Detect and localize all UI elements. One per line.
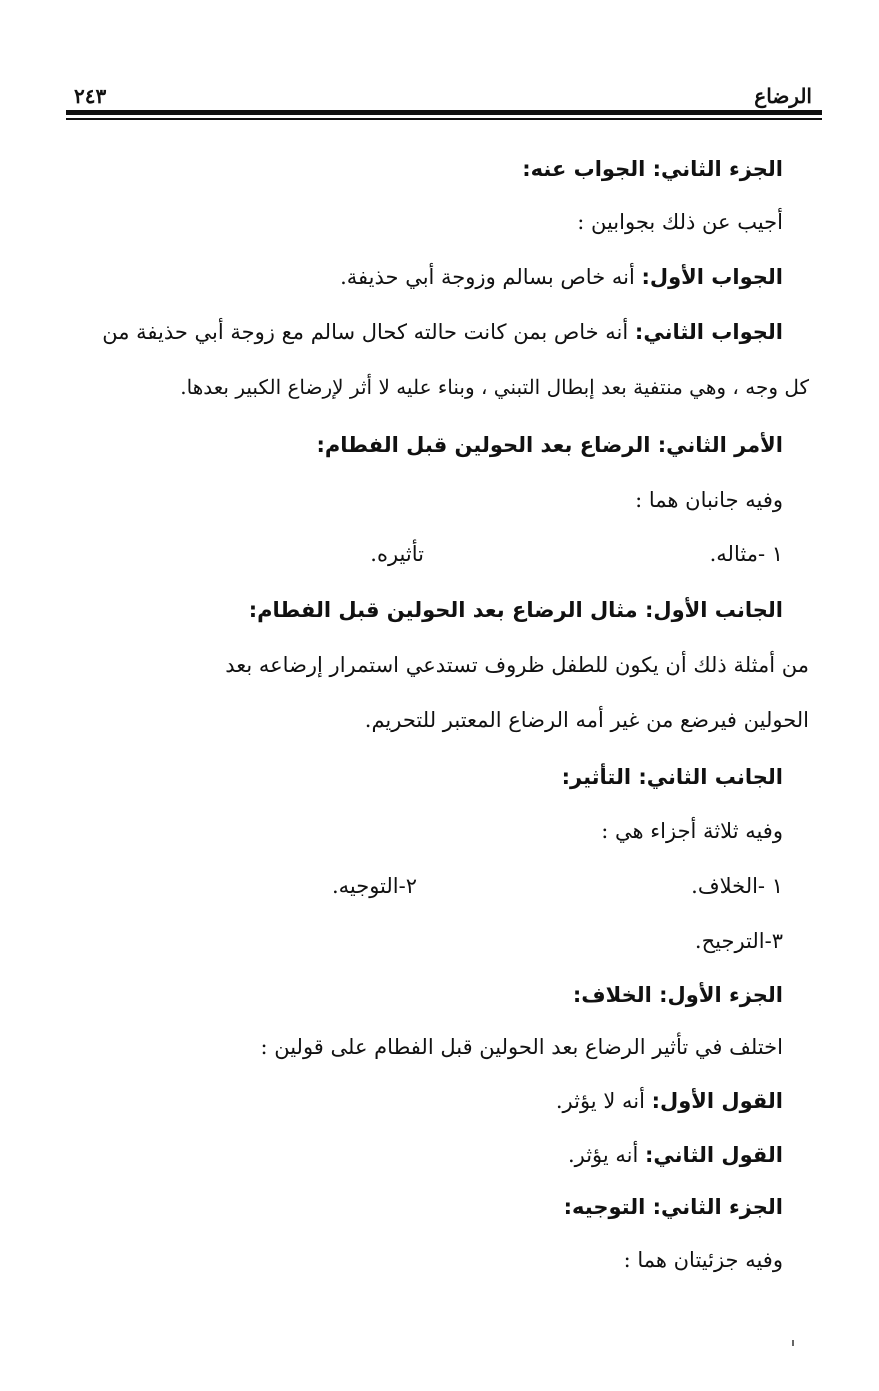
paragraph-line: كل وجه ، وهي منتفية بعد إبطال التبني ، وبناء عليه لا أثر لإرضاع الكبير بعدها. <box>180 375 809 399</box>
heading-first-aspect: الجانب الأول: مثال الرضاع بعد الحولين قبل الفطام: <box>248 598 783 622</box>
paragraph-line: وفيه جزئيتان هما : <box>623 1248 783 1272</box>
second-answer-label: الجواب الثاني: <box>634 320 783 344</box>
heading-second-aspect: الجانب الثاني: التأثير: <box>561 765 783 789</box>
paragraph-second-answer <box>72 315 783 349</box>
first-opinion-text: أنه لا يؤثر. <box>555 1089 652 1113</box>
chapter-title: الرضاع <box>754 84 812 108</box>
heading-part-two-answer: الجزء الثاني: الجواب عنه: <box>522 157 783 181</box>
list-item-disagreement: ١ -الخلاف. <box>691 874 783 898</box>
list-item-direction: ٢-التوجيه. <box>331 874 417 898</box>
heading-second-matter: الأمر الثاني: الرضاع بعد الحولين قبل الفطام: <box>316 433 783 457</box>
paragraph-line: من أمثلة ذلك أن يكون للطفل ظروف تستدعي استمرار إرضاعه بعد <box>225 653 809 677</box>
running-header <box>66 78 822 114</box>
second-opinion-text: أنه يؤثر. <box>567 1143 646 1167</box>
list-item-effect: تأثيره. <box>370 542 424 566</box>
scan-mark <box>792 1340 794 1346</box>
heading-part-one-disagreement: الجزء الأول: الخلاف: <box>572 983 783 1007</box>
first-opinion-label: القول الأول: <box>651 1089 783 1113</box>
paragraph-line: وفيه جانبان هما : <box>635 488 783 512</box>
first-answer-label: الجواب الأول: <box>641 265 783 289</box>
page-number: ٢٤٣ <box>74 84 107 108</box>
header-rule-thin <box>66 118 822 120</box>
paragraph-line: وفيه ثلاثة أجزاء هي : <box>601 819 783 843</box>
header-rule-thick <box>66 110 822 115</box>
paragraph-second-opinion <box>66 1138 783 1172</box>
paragraph-first-answer <box>66 260 783 294</box>
first-answer-text: أنه خاص بسالم وزوجة أبي حذيفة. <box>340 265 642 289</box>
list-item-preference: ٣-الترجيح. <box>694 929 783 953</box>
heading-part-two-direction: الجزء الثاني: التوجيه: <box>563 1195 783 1219</box>
paragraph-first-opinion <box>66 1084 783 1118</box>
second-opinion-label: القول الثاني: <box>645 1143 783 1167</box>
paragraph-line: اختلف في تأثير الرضاع بعد الحولين قبل الفطام على قولين : <box>260 1035 783 1059</box>
second-answer-text: أنه خاص بمن كانت حالته كحال سالم مع زوجة أبي حذيفة من <box>102 320 635 344</box>
paragraph-line: الحولين فيرضع من غير أمه الرضاع المعتبر للتحريم. <box>364 708 809 732</box>
list-item-example: ١ -مثاله. <box>709 542 783 566</box>
paragraph-line: أجيب عن ذلك بجوابين : <box>577 210 783 234</box>
